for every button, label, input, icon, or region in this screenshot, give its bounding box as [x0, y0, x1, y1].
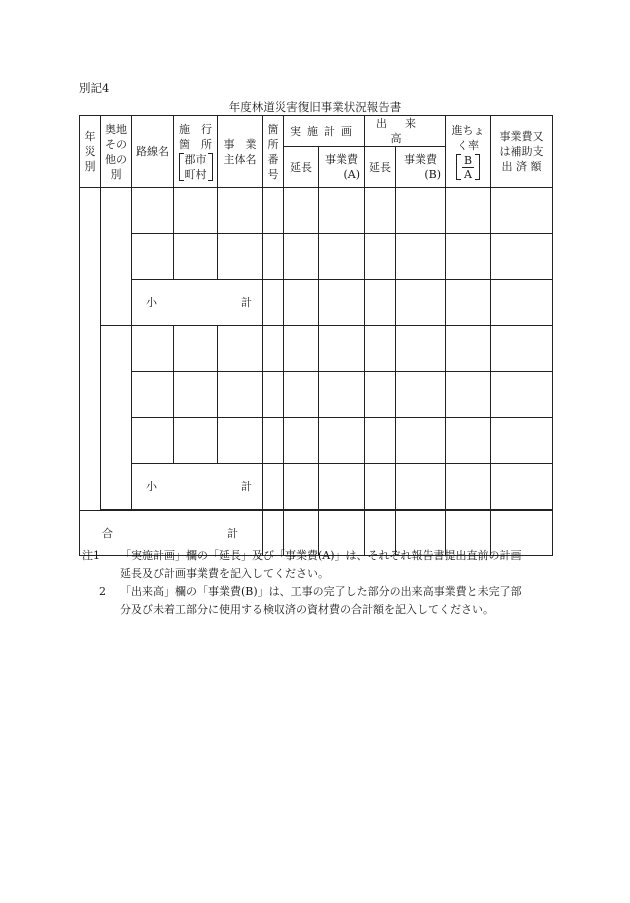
table-row: [80, 418, 553, 464]
year-cell: [80, 188, 101, 511]
progress-bracket: [455, 153, 481, 181]
total-label: 合 計: [80, 511, 263, 556]
form-label: 別記4: [79, 81, 110, 95]
subtotal-row: [80, 280, 553, 326]
page-title: 年度林道災害復旧事業状況報告書: [228, 100, 402, 114]
header-route: 路線名: [132, 116, 174, 188]
header-done: 出来高: [365, 116, 446, 147]
region-cell: [101, 326, 132, 510]
notes-section: [82, 547, 557, 619]
table-row: [80, 372, 553, 418]
note-2: 2 「出来高」欄の「事業費(B)」は、工事の完了した部分の出来高事業費と未完了部 分及び未着工部分に使用する検収済の資材費の合計額を記入してください。: [99, 585, 522, 616]
header-plan: 実施計画: [284, 116, 365, 147]
header-plan-length: 延長: [284, 147, 319, 188]
header-expense: 事業費又 は補助支 出 済 額: [491, 116, 553, 188]
note-1: 注1 「実施計画」欄の「延長」及び「事業費(A)」は、それぞれ報告書提出直前の計画 延長及び計画事業費を記入してください。: [82, 549, 522, 580]
progress-fraction: $\frac{B}{A}$: [463, 153, 473, 181]
header-region: 奥地 その 他の 別: [101, 116, 132, 188]
report-table: [79, 115, 553, 556]
header-progress: 進ちょ く率 $\frac{B}{A}$: [446, 116, 491, 188]
header-site-no: 箇 所 番 号: [263, 116, 284, 188]
header-plan-cost: 事業費 (A): [319, 147, 365, 188]
table-row: [80, 188, 553, 234]
header-operator: 事 業 主体名: [218, 116, 263, 188]
header-done-cost: 事業費 (B): [396, 147, 446, 188]
header-year: 年 災 別: [80, 116, 101, 188]
header-site: 施 行 箇 所 郡市 町村: [174, 116, 218, 188]
subtotal-label: 小 計: [132, 280, 263, 326]
header-done-length: 延長: [365, 147, 396, 188]
table-row: [80, 234, 553, 280]
table-row: [80, 326, 553, 372]
region-cell: [101, 188, 132, 326]
subtotal-row: [80, 464, 553, 510]
site-bracket: 郡市 町村: [178, 152, 214, 182]
subtotal-label: 小 計: [132, 464, 263, 510]
